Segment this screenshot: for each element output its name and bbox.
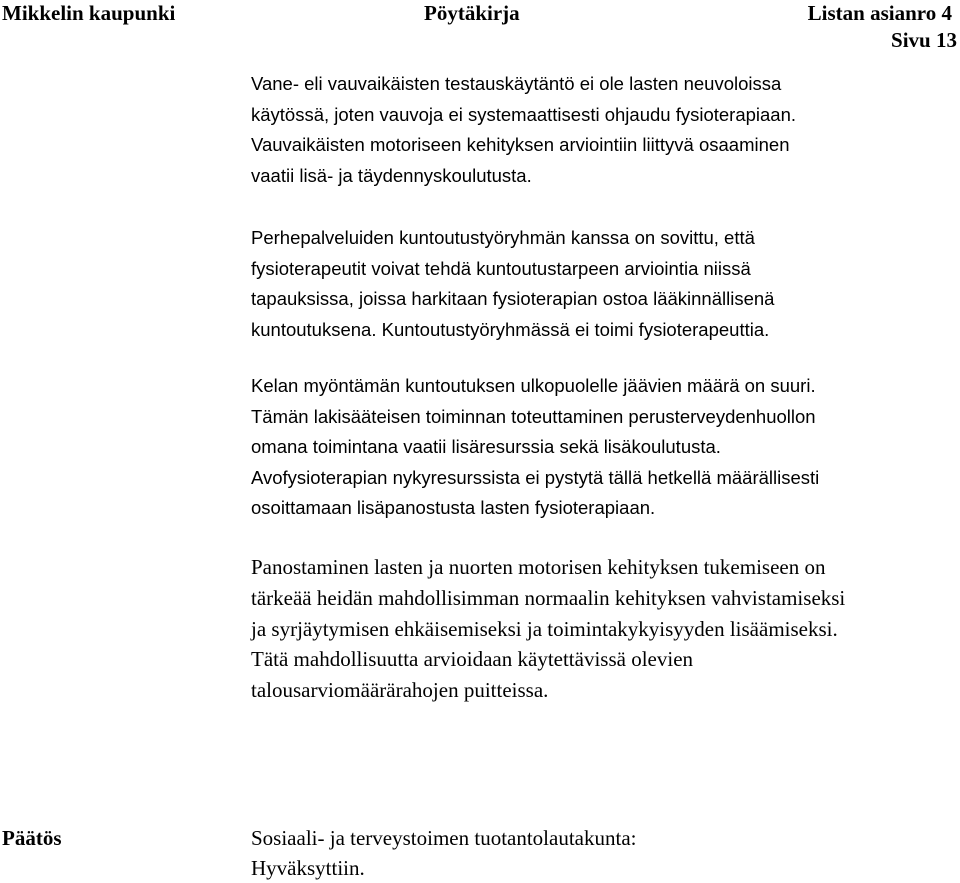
text-line: Kelan myöntämän kuntoutuksen ulkopuolelle jäävien määrä on suuri. <box>251 375 816 396</box>
page-number: Sivu 13 <box>891 28 957 52</box>
organization-name: Mikkelin kaupunki <box>2 1 176 25</box>
page-header <box>0 0 960 60</box>
decision-line: Sosiaali- ja terveystoimen tuotantolautakunta: <box>251 826 637 850</box>
text-line: Tätä mahdollisuutta arvioidaan käytettävissä olevien <box>251 647 694 672</box>
text-line: omana toimintana vaatii lisäresurssia sekä lisäkoulutusta. <box>251 436 721 457</box>
text-line: käytössä, joten vauvoja ei systemaattisesti ohjaudu fysioterapiaan. <box>251 103 797 125</box>
paragraph-panostaminen <box>251 552 956 706</box>
text-line: tapauksissa, joissa harkitaan fysioterapian ostoa lääkinnällisenä <box>251 288 775 309</box>
text-line: ja syrjäytymisen ehkäisemiseksi ja toimintakykyisyyden lisäämiseksi. <box>251 616 838 641</box>
paragraph-vauvaikaiset <box>251 69 956 191</box>
text-line: vaatii lisä- ja täydennyskoulutusta. <box>251 164 532 186</box>
paragraph-kela <box>251 371 956 524</box>
decision-line: Hyväksyttiin. <box>251 856 365 880</box>
text-line: tärkeää heidän mahdollisimman normaalin kehityksen vahvistamiseksi <box>251 585 846 610</box>
text-line: osoittamaan lisäpanostusta lasten fysioterapiaan. <box>251 497 656 518</box>
paragraph-perhepalvelut <box>251 223 956 345</box>
item-number: Listan asianro 4 <box>807 1 952 25</box>
text-line: Panostaminen lasten ja nuorten motorisen kehityksen tukemiseen on <box>251 555 826 579</box>
text-line: Perhepalveluiden kuntoutustyöryhmän kanssa on sovittu, että <box>251 227 755 248</box>
text-line: Vauvaikäisten motoriseen kehityksen arviointiin liittyvä osaaminen <box>251 134 790 155</box>
text-line: Tämän lakisääteisen toiminnan toteuttaminen perusterveydenhuollon <box>251 405 816 427</box>
text-line: Avofysioterapian nykyresurssista ei pystytä tällä hetkellä määrällisesti <box>251 466 820 488</box>
decision-text <box>251 823 637 883</box>
document-type: Pöytäkirja <box>424 1 520 25</box>
text-line: Vane- eli vauvaikäisten testauskäytäntö ei ole lasten neuvoloissa <box>251 73 782 94</box>
decision-label: Päätös <box>2 826 62 850</box>
text-line: kuntoutuksena. Kuntoutustyöryhmässä ei toimi fysioterapeuttia. <box>251 318 770 340</box>
text-line: fysioterapeutit voivat tehdä kuntoutustarpeen arviointia niissä <box>251 257 751 279</box>
text-line: talousarviomäärärahojen puitteissa. <box>251 678 549 703</box>
